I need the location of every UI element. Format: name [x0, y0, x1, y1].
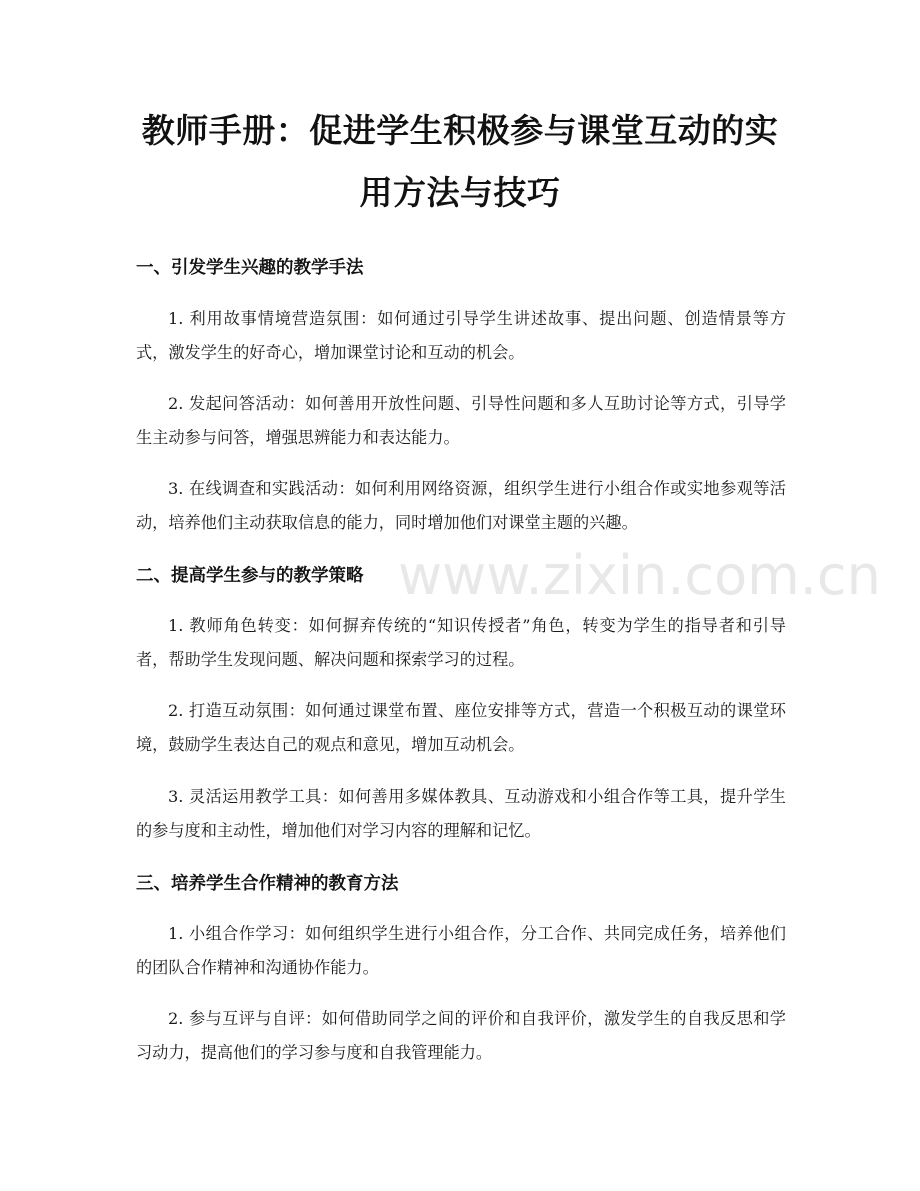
paragraph-2-2: 2. 打造互动氛围：如何通过课堂布置、座位安排等方式，营造一个积极互动的课堂环境，鼓励学生表达自己的观点和意见，增加互动机会。 [136, 701, 786, 754]
section-heading-3: 三、培养学生合作精神的教育方法 [136, 874, 399, 894]
paragraph-2-1: 1. 教师角色转变：如何摒弃传统的“知识传授者”角色，转变为学生的指导者和引导者，帮助学生发现问题、解决问题和探索学习的过程。 [136, 616, 786, 669]
paragraph-1-3: 3. 在线调查和实践活动：如何利用网络资源，组织学生进行小组合作或实地参观等活动，培养他们主动获取信息的能力，同时增加他们对课堂主题的兴趣。 [136, 479, 786, 532]
section-heading-2: 二、提高学生参与的教学策略 [136, 566, 364, 586]
paragraph-2-3: 3. 灵活运用教学工具：如何善用多媒体教具、互动游戏和小组合作等工具，提升学生的参与度和主动性，增加他们对学习内容的理解和记忆。 [136, 787, 786, 840]
paragraph-3-1: 1. 小组合作学习：如何组织学生进行小组合作，分工合作、共同完成任务，培养他们的团队合作精神和沟通协作能力。 [136, 924, 786, 977]
paragraph-3-2: 2. 参与互评与自评：如何借助同学之间的评价和自我评价，激发学生的自我反思和学习动力，提高他们的学习参与度和自我管理能力。 [136, 1009, 786, 1062]
document-title: 教师手册：促进学生积极参与课堂互动的实用方法与技巧 [141, 111, 779, 212]
section-heading-1: 一、引发学生兴趣的教学手法 [136, 258, 364, 278]
paragraph-1-1: 1. 利用故事情境营造氛围：如何通过引导学生讲述故事、提出问题、创造情景等方式，激发学生的好奇心，增加课堂讨论和互动的机会。 [136, 309, 786, 362]
watermark: www.zixin.com.cn [398, 544, 881, 607]
paragraph-1-2: 2. 发起问答活动：如何善用开放性问题、引导性问题和多人互助讨论等方式，引导学生主动参与问答，增强思辨能力和表达能力。 [136, 394, 786, 447]
